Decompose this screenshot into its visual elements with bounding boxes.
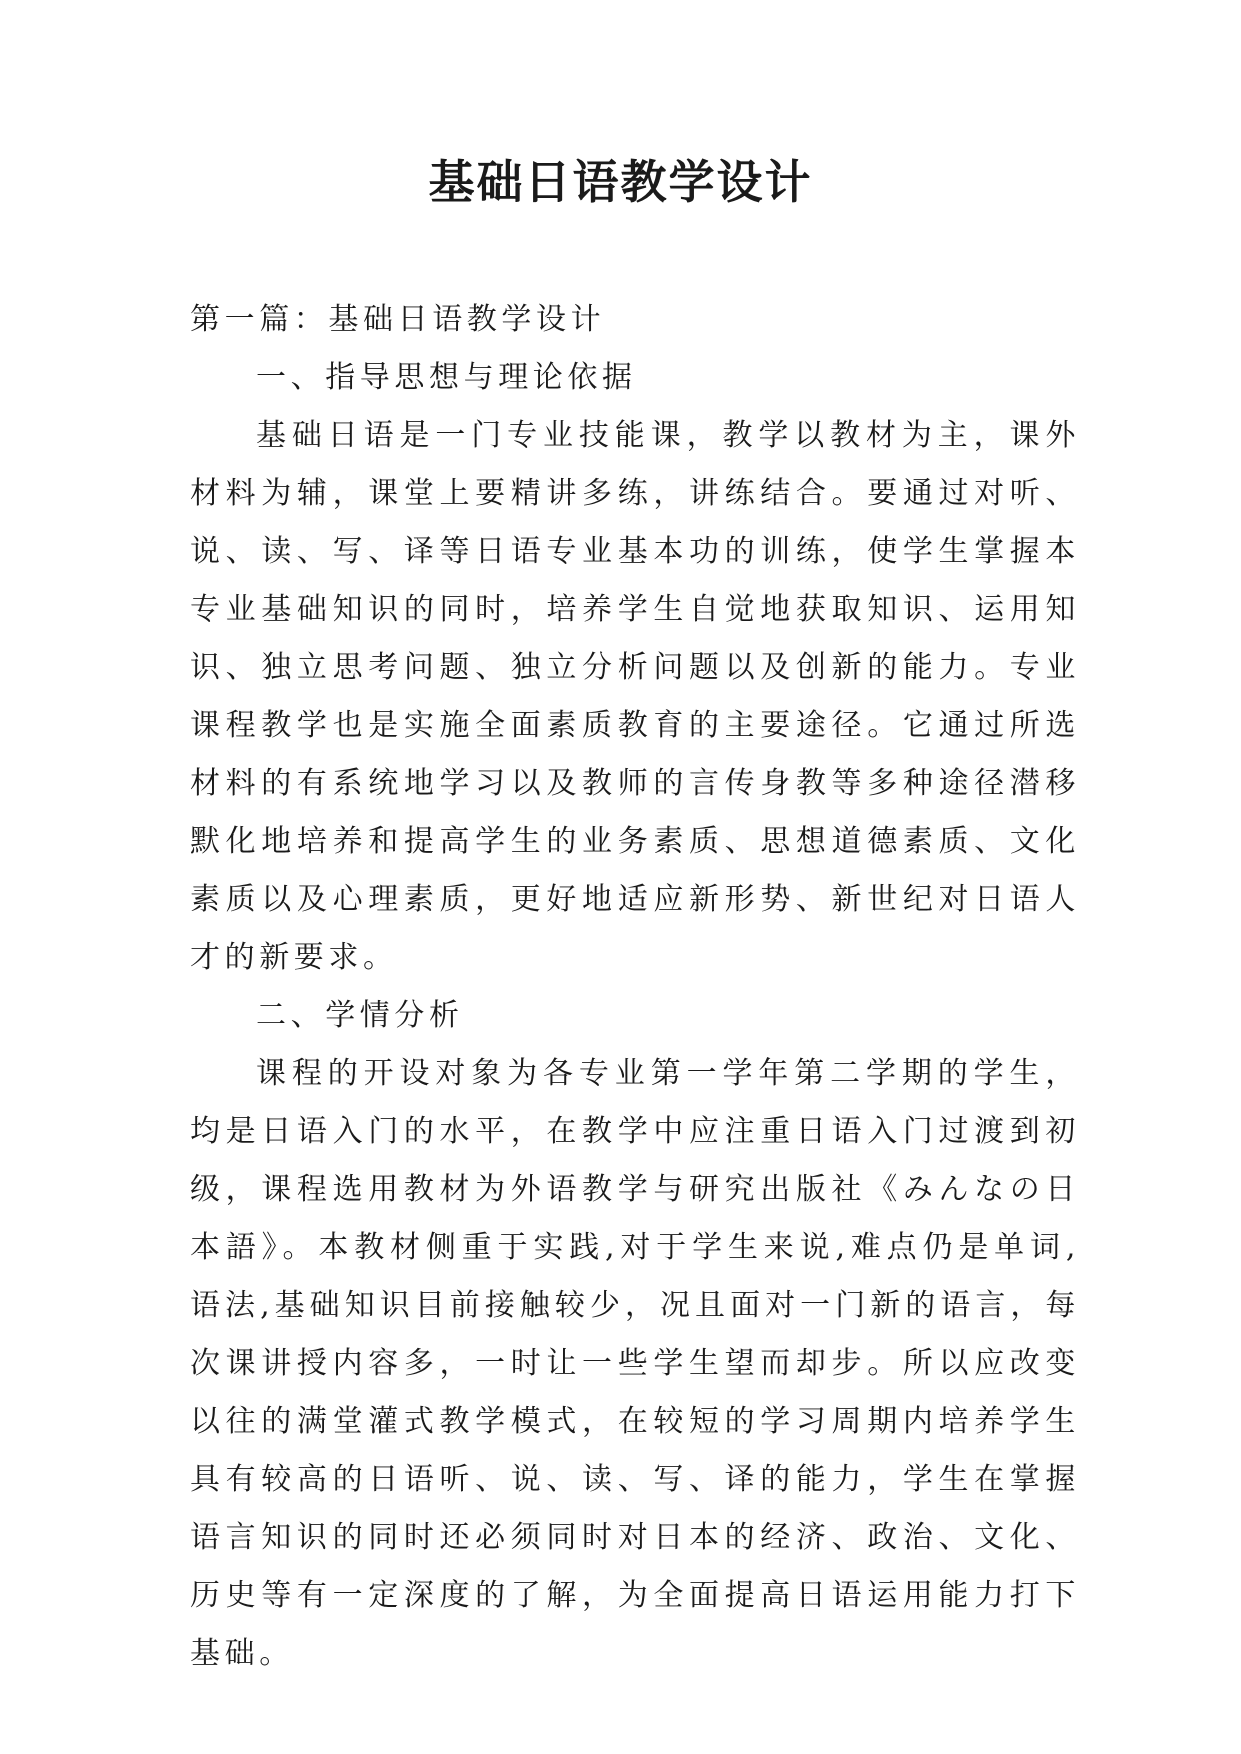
paragraph-guiding-ideology: 基础日语是一门专业技能课，教学以教材为主，课外材料为辅，课堂上要精讲多练，讲练结合。要通过对听、说、读、写、译等日语专业基本功的训练，使学生掌握本专业基础知识的同时，培养学生自觉地获取知识、运用知识、独立思考问题、独立分析问题以及创新的能力。专业课程教学也是实施全面素质教育的主要途径。它通过所选材料的有系统地学习以及教师的言传身教等多种途径潜移默化地培养和提高学生的业务素质、思想道德素质、文化素质以及心理素质，更好地适应新形势、新世纪对日语人才的新要求。 <box>190 418 1080 975</box>
paragraph-learner-analysis: 课程的开设对象为各专业第一学年第二学期的学生，均是日语入门的水平，在教学中应注重日语入门过渡到初级，课程选用教材为外语教学与研究出版社《みんなの日本語》。本教材侧重于实践,对于学生来说,难点仍是单词,语法,基础知识目前接触较少，况且面对一门新的语言，每次课讲授内容多，一时让一些学生望而却步。所以应改变以往的满堂灌式教学模式，在较短的学习周期内培养学生具有较高的日语听、说、读、写、译的能力，学生在掌握语言知识的同时还必须同时对日本的经济、政治、文化、历史等有一定深度的了解，为全面提高日语运用能力打下基础。 <box>190 1056 1080 1671</box>
chapter-heading: 第一篇：基础日语教学设计 <box>190 302 606 337</box>
section-heading-guiding-ideology: 一、指导思想与理论依据 <box>256 360 637 395</box>
section-heading-learner-analysis: 二、学情分析 <box>256 998 464 1033</box>
document-body <box>190 291 1080 1683</box>
document-title: 基础日语教学设计 <box>428 155 813 209</box>
